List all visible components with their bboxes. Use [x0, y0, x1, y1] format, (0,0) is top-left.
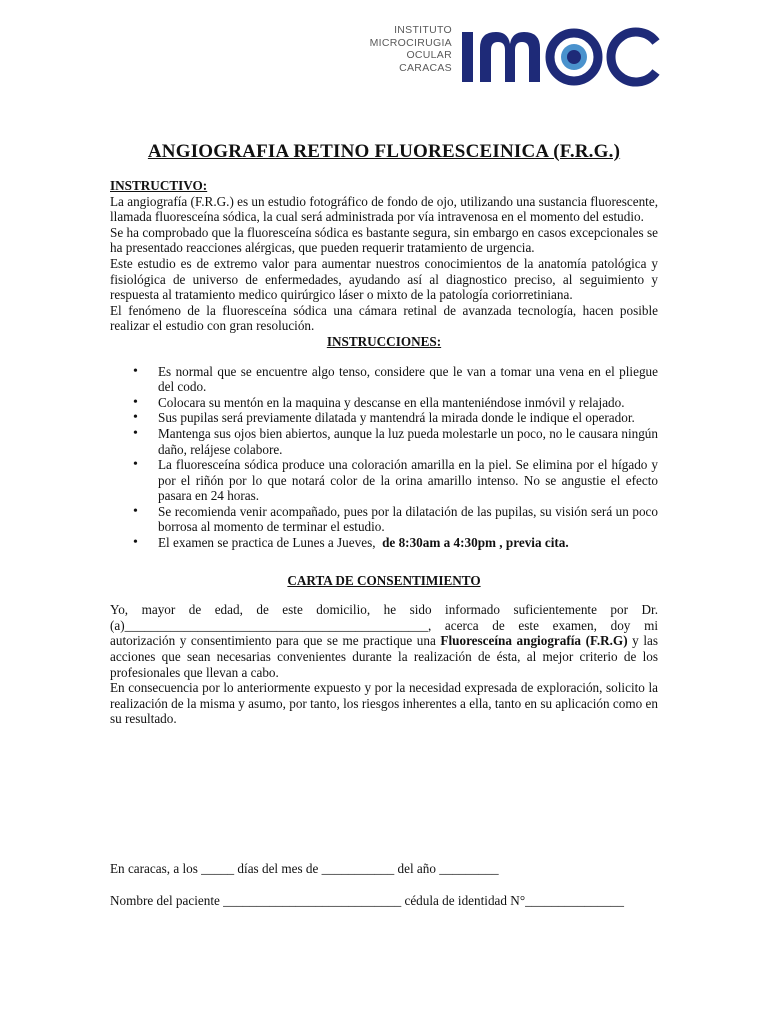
list-item: [158, 535, 658, 551]
schedule-text: El examen se practica de Lunes a Jueves,: [158, 535, 383, 551]
logo-line: INSTITUTO: [394, 24, 452, 36]
consent-text: y las acciones que sean necesarias convenientes durante la realización de ésta, al mejor criterio de los profesionales que llevan a cabo.: [110, 633, 658, 680]
logo-institution-text: [360, 24, 452, 74]
list-item: • Colocara su mentón en la maquina y descanse en ella manteniéndose inmóvil y relajado.: [158, 395, 658, 411]
document-title: ANGIOGRAFIA RETINO FLUORESCEINICA (F.R.G.): [147, 141, 621, 162]
logo-line: OCULAR: [406, 49, 452, 61]
imoc-logo: [360, 18, 660, 90]
list-item: • La fluoresceína sódica produce una coloración amarilla en la piel. Se elimina por el hígado y por el riñón por lo que notará color de la orina amarillo intenso. No se angustie el efecto pasara en 24 horas.: [158, 457, 658, 504]
imoc-wordmark-icon: [460, 18, 660, 90]
document-body: [110, 178, 658, 727]
logo-line: CARACAS: [399, 61, 452, 74]
consent-paragraph: En consecuencia por lo anteriormente expuesto y por la necesidad expresada de exploración, solicito la realización de la misma y asumo, por tanto, los riesgos inherentes a ella, tanto en su aplicación como en su resultado.: [110, 680, 658, 727]
consent-heading: CARTA DE CONSENTIMIENTO: [287, 572, 481, 588]
list-item: • Sus pupilas será previamente dilatada y mantendrá la mirada donde le indique el operador.: [158, 410, 658, 426]
list-item: • Es normal que se encuentre algo tenso, considere que le van a tomar una vena en el pliegue del codo.: [158, 364, 658, 395]
instructivo-paragraph: El fenómeno de la fluoresceína sódica una cámara retinal de avanzada tecnología, hacen posible realizar el estudio con gran resolución.: [110, 302, 658, 334]
patient-line: Nombre del paciente ___________________________ cédula de identidad N°_______________: [110, 893, 624, 908]
instructivo-paragraph: La angiografía (F.R.G.) es un estudio fotográfico de fondo de ojo, utilizando una sustancia fluorescente, llamada fluoresceína sódica, la cual será administrada por vía intravenosa en el momento del estudio.: [110, 193, 658, 225]
instructions-list: [110, 364, 658, 551]
date-line: En caracas, a los _____ días del mes de ___________ del año _________: [110, 861, 499, 876]
instructivo-paragraph: Este estudio es de extremo valor para aumentar nuestros conocimientos de la anatomía patológica y fisiológica de universo de enfermedades, ayudando así al diagnostico preciso, al seguimiento y respuesta al tratamiento medico quirúrgico láser o mixto de la patología coriorretiniana.: [110, 255, 658, 303]
procedure-name: Fluoresceína angiografía (F.R.G): [440, 633, 628, 649]
consent-text: Yo, mayor de edad, de este domicilio, he sido informado suficientemente por Dr. (a)______________________________________________, acerca de este examen, doy mi autorización y consentimiento para que se me practique una: [110, 602, 658, 649]
instructivo-paragraph: Se ha comprobado que la fluoresceína sódica es bastante segura, sin embargo en casos excepcionales se ha presentado reacciones alérgicas, que pueden requerir tratamiento de urgencia.: [110, 224, 658, 256]
instrucciones-heading: INSTRUCCIONES:: [326, 333, 442, 349]
logo-line: MICROCIRUGIA: [369, 36, 452, 49]
list-item: • Mantenga sus ojos bien abiertos, aunque la luz pueda molestarle un poco, no le causara ningún daño, relájese colabore.: [158, 426, 658, 457]
instructivo-heading: INSTRUCTIVO:: [110, 178, 208, 193]
schedule-hours: de 8:30am a 4:30pm , previa cita.: [382, 535, 569, 551]
list-item: • Se recomienda venir acompañado, pues por la dilatación de las pupilas, su visión será un poco borrosa al momento de terminar el estudio.: [158, 504, 658, 535]
consent-paragraph: [110, 602, 658, 680]
